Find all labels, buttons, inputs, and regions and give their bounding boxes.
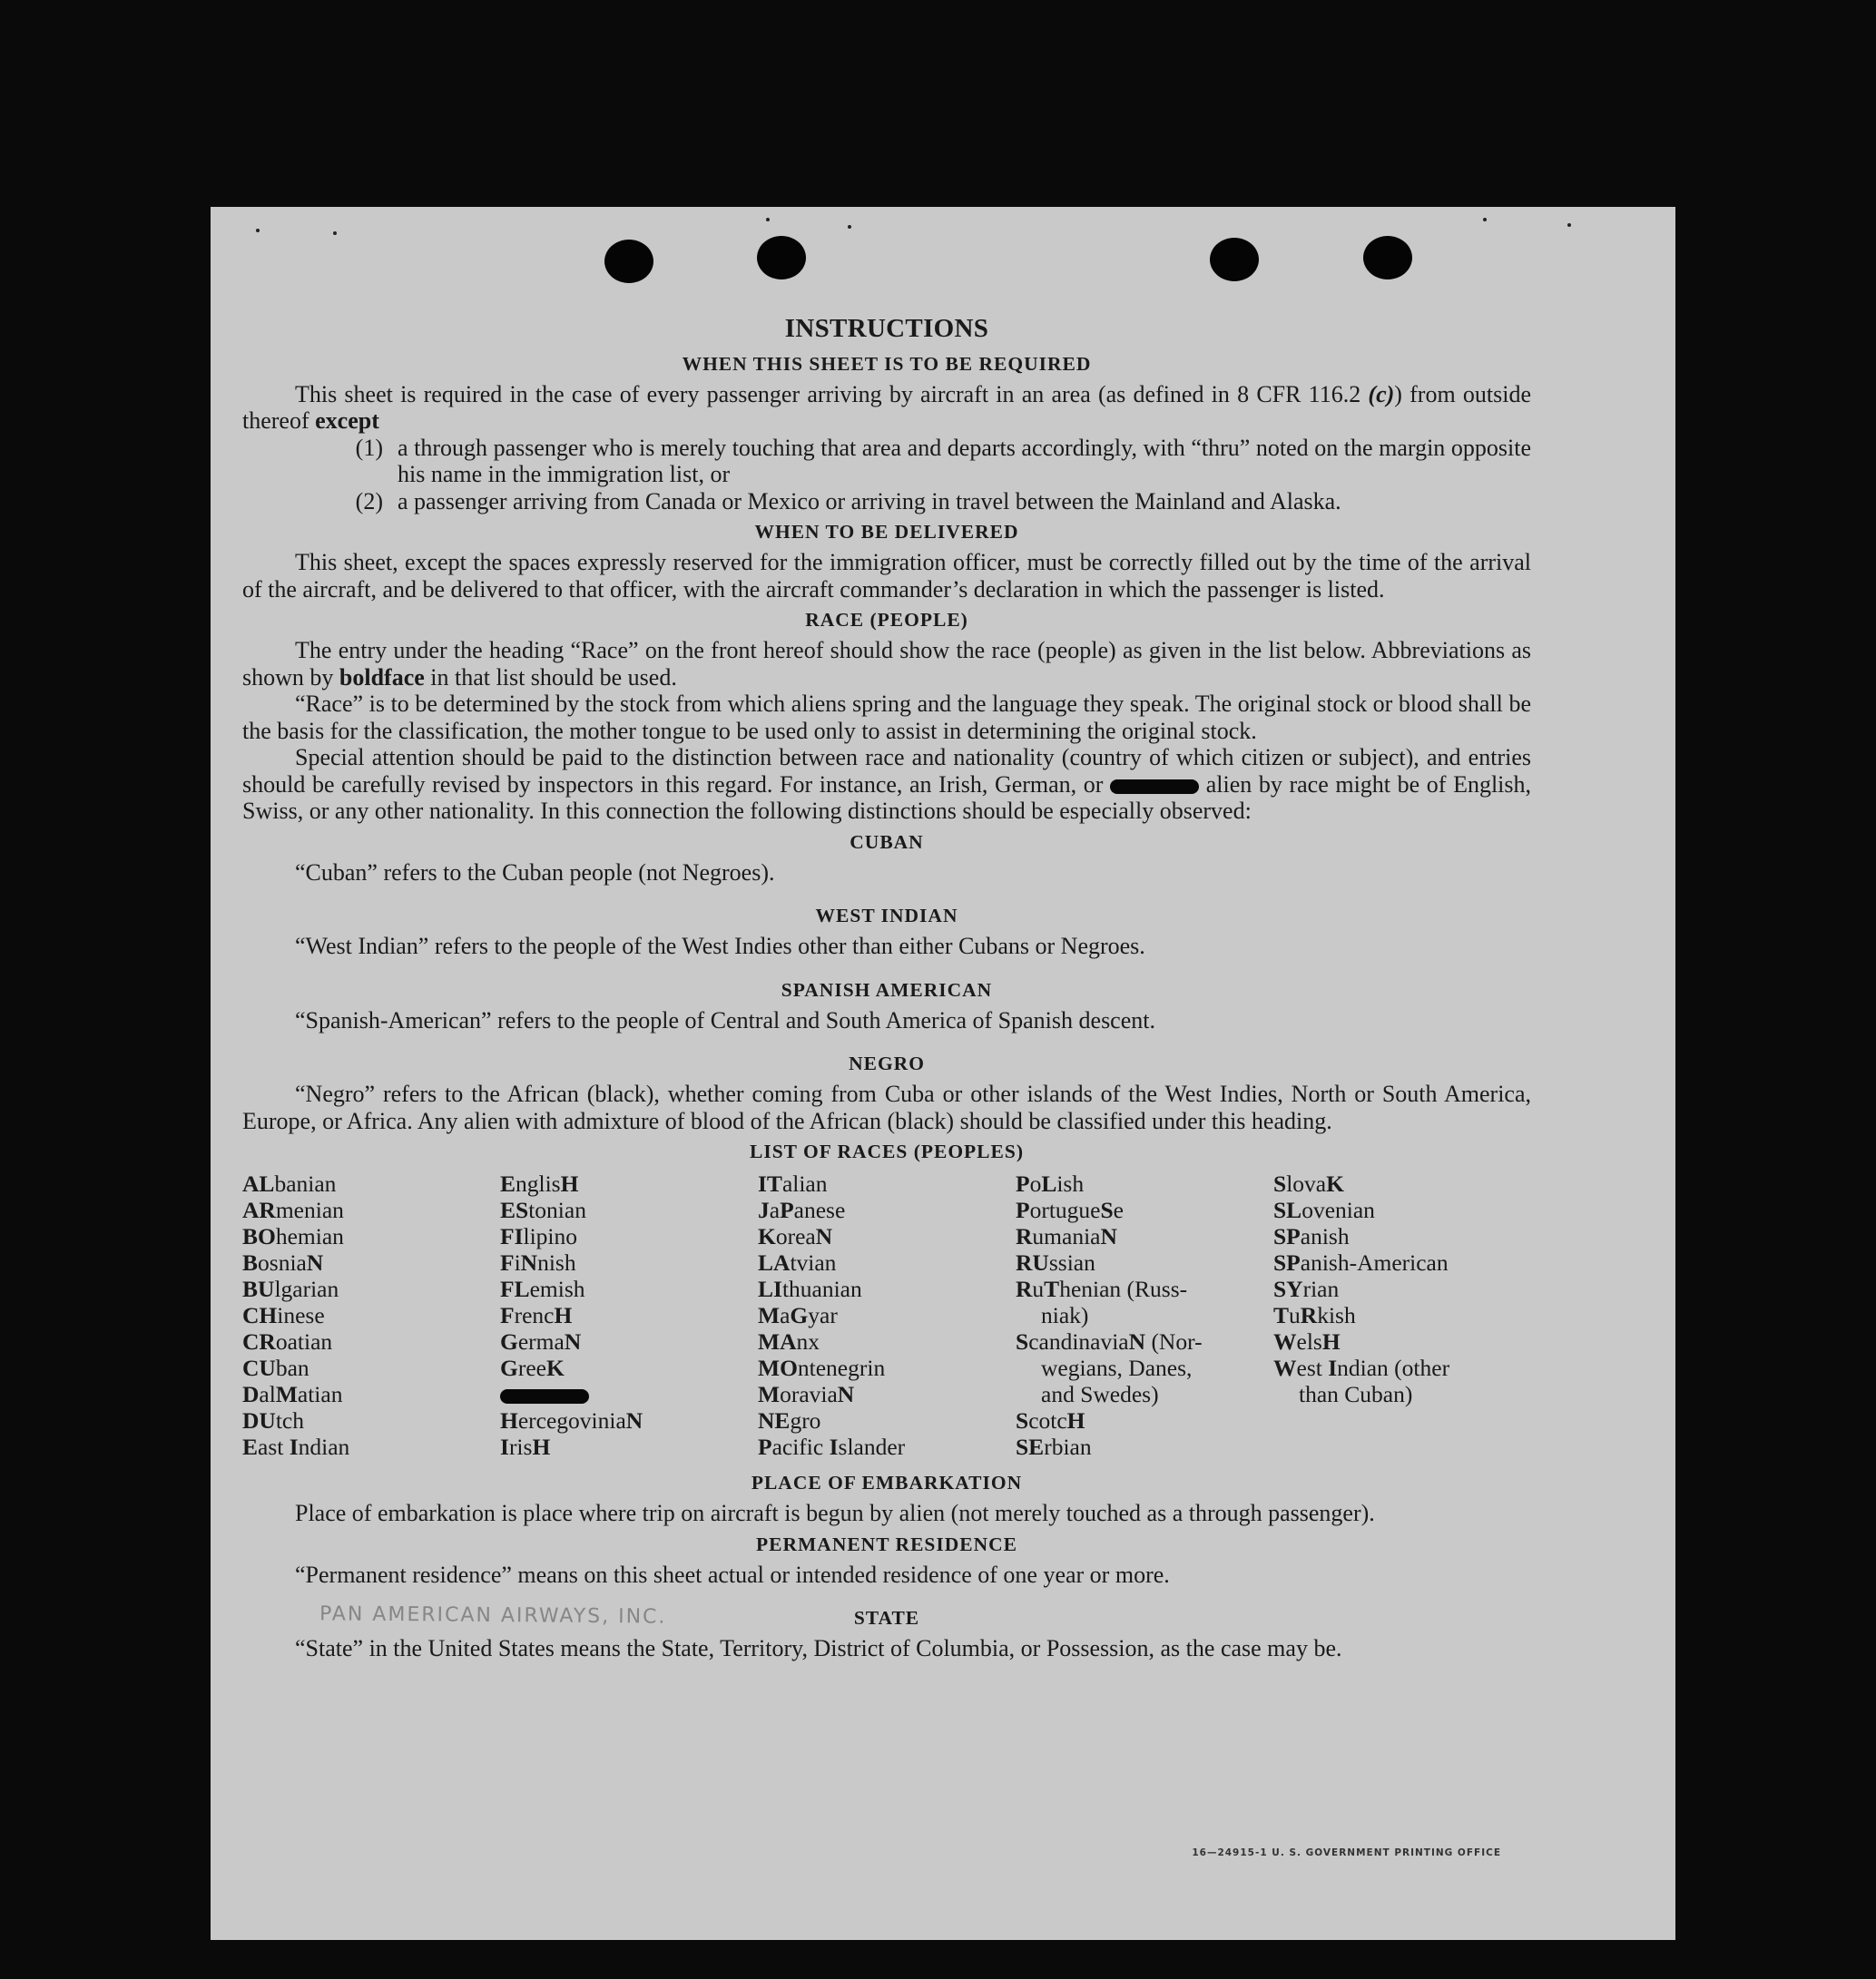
race-text-part: G bbox=[790, 1302, 809, 1328]
race-text-part: S bbox=[1016, 1328, 1029, 1355]
punch-hole bbox=[757, 236, 806, 279]
document-page bbox=[211, 207, 1675, 1940]
race-text-part: tch bbox=[275, 1407, 304, 1434]
race-text-part: lipino bbox=[523, 1223, 578, 1249]
race-entry bbox=[1273, 1302, 1531, 1328]
race-text-part: thuanian bbox=[781, 1276, 862, 1302]
race-text-part: ndian (other bbox=[1337, 1355, 1450, 1381]
race-text-part: umania bbox=[1032, 1223, 1101, 1249]
race-text-part: nish bbox=[537, 1249, 576, 1276]
paragraph-negro: “Negro” refers to the African (black), whether coming from Cuba or other islands of the West Indies, North or South America, Europe, or Africa. Any alien with admixture of blood of the African (black) should be classified under this heading. bbox=[242, 1081, 1531, 1134]
race-text-part: FI bbox=[500, 1223, 524, 1249]
race-entry bbox=[1016, 1197, 1273, 1223]
race-entry bbox=[500, 1197, 758, 1223]
race-text-part: gro bbox=[790, 1407, 821, 1434]
race-text-part: SY bbox=[1273, 1276, 1303, 1302]
paragraph-west-indian: “West Indian” refers to the people of the West Indies other than either Cubans or Negroes. bbox=[295, 933, 1145, 959]
heading-race: RACE (PEOPLE) bbox=[805, 609, 968, 631]
paragraph-cuban: “Cuban” refers to the Cuban people (not Negroes). bbox=[295, 858, 775, 886]
race-entry bbox=[1016, 1171, 1273, 1197]
race-text-part: I bbox=[1328, 1355, 1338, 1381]
speck bbox=[256, 229, 260, 232]
race-text-part: nglis bbox=[516, 1171, 561, 1197]
race-text-part: P bbox=[780, 1197, 794, 1223]
race-entry bbox=[1016, 1434, 1273, 1460]
race-entry bbox=[758, 1407, 1016, 1434]
paragraph-embarkation: Place of embarkation is place where trip on aircraft is begun by alien (not merely touched as a through passenger). bbox=[295, 1500, 1375, 1526]
race-text-part: SL bbox=[1273, 1197, 1302, 1223]
race-entry bbox=[242, 1407, 500, 1434]
race-text-part: FL bbox=[500, 1276, 530, 1302]
race-entry bbox=[758, 1302, 1016, 1328]
paragraph-race-3 bbox=[242, 744, 1531, 825]
paragraph-race-1 bbox=[242, 637, 1531, 691]
race-text-part: els bbox=[1296, 1328, 1322, 1355]
speck bbox=[1567, 223, 1571, 227]
race-column bbox=[1273, 1171, 1531, 1460]
race-text-part: N bbox=[1100, 1223, 1117, 1249]
race-entry bbox=[242, 1328, 500, 1355]
race-text-part: M bbox=[275, 1381, 298, 1407]
race-entry bbox=[500, 1328, 758, 1355]
race-text-part: rian bbox=[1302, 1276, 1340, 1302]
race-entry bbox=[500, 1407, 758, 1434]
document-content bbox=[242, 316, 1531, 1662]
race-entry bbox=[1016, 1223, 1273, 1249]
heading-residence: PERMANENT RESIDENCE bbox=[756, 1533, 1017, 1555]
race-text-part: S bbox=[1016, 1407, 1029, 1434]
race-entry bbox=[242, 1249, 500, 1276]
race-text-part: ree bbox=[517, 1355, 546, 1381]
race-text-part: MA bbox=[758, 1328, 797, 1355]
race-entry bbox=[500, 1434, 758, 1460]
race-text-part: H bbox=[560, 1171, 579, 1197]
race-entry bbox=[1016, 1249, 1273, 1276]
race-entry bbox=[758, 1434, 1016, 1460]
race-text-part: E bbox=[242, 1434, 259, 1460]
race-text-part: ssian bbox=[1048, 1249, 1095, 1276]
race-text-part: ish bbox=[1056, 1171, 1085, 1197]
race-text-part: R bbox=[1300, 1302, 1318, 1328]
race-entry bbox=[758, 1276, 1016, 1302]
paragraph-race-2: “Race” is to be determined by the stock from which aliens spring and the language they speak. The original stock or blood shall be the basis for the classification, the mother tongue to be used only to assist in determining the original stock. bbox=[242, 691, 1531, 744]
race-entry bbox=[242, 1171, 500, 1197]
race-text-part: menian bbox=[275, 1197, 344, 1223]
race-entry: niak) bbox=[1041, 1302, 1089, 1328]
race-text-part: osnia bbox=[258, 1249, 307, 1276]
race-entry bbox=[758, 1355, 1016, 1381]
page-title: INSTRUCTIONS bbox=[784, 314, 989, 343]
race-text-part: I bbox=[289, 1434, 299, 1460]
race-text-part: anish-American bbox=[1300, 1249, 1449, 1276]
punch-hole bbox=[1210, 238, 1259, 281]
paragraph-spanish-american: “Spanish-American” refers to the people of Central and South America of Spanish descent. bbox=[295, 1006, 1155, 1034]
race-text-part: alian bbox=[781, 1171, 828, 1197]
race-entry: wegians, Danes, bbox=[1041, 1355, 1193, 1381]
race-entry bbox=[758, 1249, 1016, 1276]
race-text-part: MO bbox=[758, 1355, 798, 1381]
race-text-part: candinavia bbox=[1028, 1328, 1129, 1355]
heading-embarkation: PLACE OF EMBARKATION bbox=[751, 1472, 1023, 1494]
race-text-part: ortugue bbox=[1029, 1197, 1101, 1223]
race-text-part: G bbox=[500, 1328, 518, 1355]
redaction-mark bbox=[500, 1389, 589, 1404]
race-text-part: lova bbox=[1286, 1171, 1327, 1197]
race-text-part: D bbox=[242, 1381, 260, 1407]
race-entry bbox=[758, 1171, 1016, 1197]
race-entry bbox=[758, 1223, 1016, 1249]
race-text-part: N bbox=[306, 1249, 324, 1276]
race-text-part: G bbox=[500, 1355, 518, 1381]
race-text-part: i bbox=[514, 1249, 521, 1276]
race-text-part: F bbox=[500, 1302, 515, 1328]
race-text-part: acific bbox=[771, 1434, 830, 1460]
race-text-part: R bbox=[1016, 1276, 1033, 1302]
race-text-part: R bbox=[1016, 1223, 1033, 1249]
race-text-part: rbian bbox=[1044, 1434, 1092, 1460]
race-text-part: F bbox=[500, 1249, 515, 1276]
text-span: ) from outside thereof bbox=[242, 380, 1532, 434]
punch-hole bbox=[604, 240, 653, 283]
race-text-part: H bbox=[1321, 1328, 1341, 1355]
race-text-part: AL bbox=[242, 1171, 275, 1197]
race-entry bbox=[500, 1355, 758, 1381]
race-entry: than Cuban) bbox=[1299, 1381, 1413, 1407]
race-text-part: a bbox=[780, 1302, 791, 1328]
race-text-part: atian bbox=[297, 1381, 343, 1407]
list-item bbox=[242, 435, 1531, 488]
race-entry bbox=[242, 1355, 500, 1381]
race-text-part: tvian bbox=[790, 1249, 837, 1276]
race-text-part: H bbox=[500, 1407, 518, 1434]
race-text-part: al bbox=[259, 1381, 276, 1407]
race-text-part: banian bbox=[274, 1171, 337, 1197]
race-text-part: oravia bbox=[780, 1381, 838, 1407]
race-text-part: lgarian bbox=[274, 1276, 339, 1302]
race-entry bbox=[242, 1434, 500, 1460]
race-text-part: ntenegrin bbox=[797, 1355, 886, 1381]
text-span: except bbox=[315, 407, 379, 434]
text-span: alien by race might be of English, Swiss, or any other nationality. In this connection the following distinctions should be especially observed: bbox=[242, 770, 1532, 824]
paragraph-state: “State” in the United States means the State, Territory, District of Columbia, or Possession, as the case may be. bbox=[295, 1635, 1342, 1661]
race-text-part: M bbox=[758, 1381, 781, 1407]
race-entry bbox=[758, 1381, 1016, 1407]
race-text-part: BO bbox=[242, 1223, 276, 1249]
race-entry bbox=[500, 1381, 758, 1407]
race-text-part: NE bbox=[758, 1407, 791, 1434]
race-text-part: u bbox=[1032, 1276, 1045, 1302]
race-text-part: cotc bbox=[1028, 1407, 1067, 1434]
race-text-part: N bbox=[815, 1223, 833, 1249]
race-text-part: S bbox=[1100, 1197, 1114, 1223]
race-text-part: T bbox=[1273, 1302, 1290, 1328]
text-span: boldface bbox=[339, 663, 425, 691]
race-text-part: H bbox=[1066, 1407, 1085, 1434]
race-text-part: I bbox=[500, 1434, 509, 1460]
race-text-part: CH bbox=[242, 1302, 278, 1328]
race-text-part: I bbox=[829, 1434, 839, 1460]
race-text-part: H bbox=[554, 1302, 573, 1328]
race-text-part: N bbox=[1128, 1328, 1146, 1355]
redaction-mark bbox=[1110, 779, 1199, 794]
race-text-part: CU bbox=[242, 1355, 276, 1381]
race-text-part: SP bbox=[1273, 1223, 1301, 1249]
race-text-part: est bbox=[1296, 1355, 1329, 1381]
race-text-part: nx bbox=[796, 1328, 820, 1355]
race-text-part: S bbox=[1273, 1171, 1287, 1197]
race-entry bbox=[242, 1302, 500, 1328]
race-text-part: ast bbox=[258, 1434, 290, 1460]
race-column bbox=[242, 1171, 500, 1460]
race-text-part: (Nor- bbox=[1145, 1328, 1203, 1355]
race-entry bbox=[758, 1328, 1016, 1355]
race-entry bbox=[500, 1302, 758, 1328]
speck bbox=[333, 231, 337, 235]
race-entry bbox=[500, 1249, 758, 1276]
race-text-part: kish bbox=[1317, 1302, 1356, 1328]
race-entry bbox=[1016, 1276, 1273, 1302]
race-entry bbox=[758, 1197, 1016, 1223]
item-number: (2) bbox=[355, 487, 383, 514]
race-text-part: ban bbox=[275, 1355, 309, 1381]
race-entry bbox=[500, 1223, 758, 1249]
race-entry bbox=[1016, 1407, 1273, 1434]
heading-state: STATE bbox=[853, 1607, 920, 1629]
race-text-part: P bbox=[1016, 1197, 1030, 1223]
race-column bbox=[1016, 1171, 1273, 1460]
heading-when-required: WHEN THIS SHEET IS TO BE REQUIRED bbox=[682, 352, 1092, 375]
paragraph-when-required bbox=[242, 381, 1531, 435]
race-text-part: ovenian bbox=[1301, 1197, 1375, 1223]
race-text-part: slander bbox=[838, 1434, 906, 1460]
race-text-part: CR bbox=[242, 1328, 276, 1355]
race-text-part: LA bbox=[758, 1249, 791, 1276]
race-column bbox=[500, 1171, 758, 1460]
speck bbox=[1483, 218, 1487, 221]
race-text-part: o bbox=[1029, 1171, 1042, 1197]
race-text-part: N bbox=[625, 1407, 643, 1434]
race-text-part: M bbox=[758, 1302, 781, 1328]
race-text-part: P bbox=[758, 1434, 772, 1460]
paragraph-residence: “Permanent residence” means on this sheet actual or intended residence of one year or more. bbox=[295, 1561, 1170, 1588]
race-text-part: N bbox=[837, 1381, 855, 1407]
heading-west-indian: WEST INDIAN bbox=[815, 905, 958, 926]
race-text-part: anese bbox=[793, 1197, 846, 1223]
race-entry bbox=[1016, 1328, 1273, 1355]
race-list bbox=[242, 1171, 1531, 1460]
race-text-part: N bbox=[564, 1328, 582, 1355]
race-entry bbox=[242, 1223, 500, 1249]
race-text-part: hemian bbox=[275, 1223, 344, 1249]
text-span: Special attention should be paid to the distinction between race and nationality (country of which citizen or subject), and entries should be carefully revised by inspectors in this regard. For instance, an Irish, German, or bbox=[242, 744, 1531, 798]
race-text-part: H bbox=[532, 1434, 551, 1460]
race-text-part: L bbox=[1041, 1171, 1057, 1197]
race-text-part: oatian bbox=[275, 1328, 333, 1355]
race-entry bbox=[242, 1381, 500, 1407]
race-text-part: renc bbox=[514, 1302, 555, 1328]
heading-when-delivered: WHEN TO BE DELIVERED bbox=[754, 521, 1019, 543]
race-entry bbox=[500, 1276, 758, 1302]
race-text-part: anish bbox=[1300, 1223, 1350, 1249]
race-text-part: T bbox=[1044, 1276, 1060, 1302]
race-entry: and Swedes) bbox=[1041, 1381, 1159, 1407]
race-text-part: IT bbox=[758, 1171, 782, 1197]
text-span: in that list should be used. bbox=[424, 663, 677, 691]
race-entry bbox=[1273, 1355, 1531, 1381]
race-text-part: a bbox=[769, 1197, 781, 1223]
race-entry bbox=[500, 1171, 758, 1197]
race-text-part: ris bbox=[508, 1434, 533, 1460]
race-text-part: u bbox=[1289, 1302, 1301, 1328]
race-text-part: SP bbox=[1273, 1249, 1301, 1276]
race-text-part: N bbox=[520, 1249, 538, 1276]
item-text: a passenger arriving from Canada or Mexico or arriving in travel between the Mainland and Alaska. bbox=[398, 487, 1341, 514]
race-text-part: J bbox=[758, 1197, 770, 1223]
paragraph-when-delivered: This sheet, except the spaces expressly reserved for the immigration officer, must be correctly filled out by the time of the arrival of the aircraft, and be delivered to that officer, with the aircraft commander’s declaration in which the passenger is listed. bbox=[242, 549, 1531, 603]
race-entry bbox=[242, 1276, 500, 1302]
race-entry bbox=[1273, 1249, 1531, 1276]
race-text-part: LI bbox=[758, 1276, 782, 1302]
race-text-part: BU bbox=[242, 1276, 275, 1302]
race-text-part: DU bbox=[242, 1407, 276, 1434]
race-text-part: B bbox=[242, 1249, 259, 1276]
race-text-part: inese bbox=[277, 1302, 325, 1328]
race-text-part: K bbox=[545, 1355, 565, 1381]
race-text-part: yar bbox=[808, 1302, 838, 1328]
printer-footer: 16—24915-1 U. S. GOVERNMENT PRINTING OFFICE bbox=[1192, 1847, 1501, 1858]
heading-spanish-american: SPANISH AMERICAN bbox=[781, 978, 993, 1001]
race-text-part: e bbox=[1113, 1197, 1124, 1223]
text-span: This sheet is required in the case of every passenger arriving by aircraft in an area (as defined in 8 CFR 116.2 bbox=[295, 380, 1369, 407]
heading-list-of-races: LIST OF RACES (PEOPLES) bbox=[750, 1141, 1024, 1162]
race-text-part: ES bbox=[500, 1197, 529, 1223]
race-entry bbox=[1273, 1223, 1531, 1249]
race-entry bbox=[1273, 1171, 1531, 1197]
race-text-part: ercegovinia bbox=[517, 1407, 626, 1434]
item-text: a through passenger who is merely touching that area and departs accordingly, with “thru” noted on the margin opposite his name in the immigration list, or bbox=[398, 434, 1531, 487]
speck bbox=[766, 218, 770, 221]
race-entry bbox=[1273, 1328, 1531, 1355]
race-entry bbox=[1273, 1197, 1531, 1223]
race-text-part: erma bbox=[517, 1328, 565, 1355]
text-span: The entry under the heading “Race” on the front hereof should show the race (people) as given in the list below. Abbreviations as shown by bbox=[242, 637, 1531, 691]
race-text-part: K bbox=[1326, 1171, 1344, 1197]
race-entry bbox=[242, 1197, 500, 1223]
race-text-part: K bbox=[758, 1223, 776, 1249]
race-text-part: W bbox=[1273, 1328, 1297, 1355]
race-text-part: W bbox=[1273, 1355, 1297, 1381]
speck bbox=[848, 225, 851, 229]
race-text-part: ndian bbox=[298, 1434, 350, 1460]
race-text-part: emish bbox=[529, 1276, 585, 1302]
heading-negro: NEGRO bbox=[849, 1053, 925, 1074]
race-text-part: E bbox=[500, 1171, 516, 1197]
race-text-part: orea bbox=[775, 1223, 816, 1249]
list-item bbox=[242, 488, 1531, 515]
item-number: (1) bbox=[355, 434, 383, 461]
heading-cuban: CUBAN bbox=[850, 830, 924, 853]
punch-hole bbox=[1363, 236, 1412, 279]
race-text-part: tonian bbox=[528, 1197, 586, 1223]
faded-stamp: PAN AMERICAN AIRWAYS, INC. bbox=[319, 1602, 667, 1629]
race-column bbox=[758, 1171, 1016, 1460]
race-text-part: SE bbox=[1016, 1434, 1045, 1460]
race-text-part: henian (Russ- bbox=[1059, 1276, 1188, 1302]
race-text-part: RU bbox=[1016, 1249, 1049, 1276]
race-text-part: P bbox=[1016, 1171, 1030, 1197]
race-entry bbox=[1273, 1276, 1531, 1302]
race-text-part: AR bbox=[242, 1197, 276, 1223]
text-span: (c) bbox=[1368, 380, 1395, 407]
